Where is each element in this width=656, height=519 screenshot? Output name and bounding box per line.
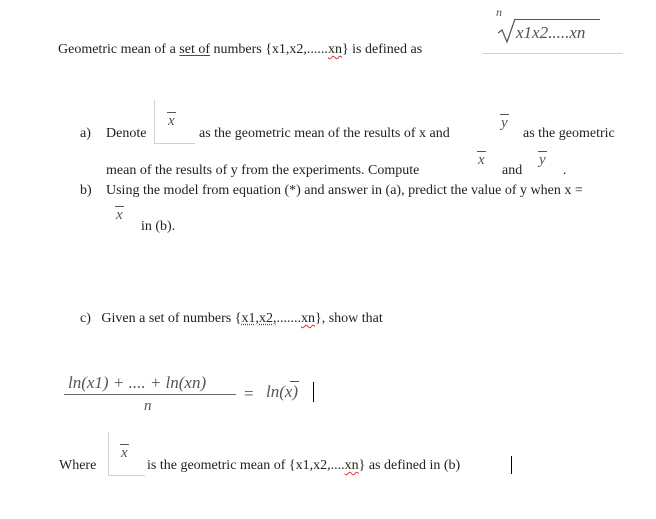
- xbar-b: x: [116, 207, 123, 223]
- intro-line: [58, 43, 422, 57]
- part-a-and: and: [502, 163, 523, 178]
- part-c-line: [80, 312, 383, 326]
- part-a-text1: as the geometric mean of the results of x and: [199, 126, 450, 141]
- text-cursor-end: [511, 456, 512, 474]
- intro-middle: numbers {x1,x2,......: [210, 42, 328, 57]
- equation-numerator: ln(x1) + .... + ln(xn): [68, 373, 207, 392]
- equation-equals: =: [244, 384, 254, 403]
- radical-sign-icon: [497, 18, 517, 44]
- part-a-text2: as the geometric: [523, 126, 615, 141]
- part-b-text: Using the model from equation (*) and answer in (a), predict the value of y when x =: [106, 183, 583, 198]
- part-a-denote: Denote: [106, 126, 147, 141]
- xbar-a: x: [168, 113, 175, 129]
- text-cursor: [313, 382, 314, 402]
- part-c-label: c): [80, 311, 91, 326]
- where-xn: xn: [344, 458, 359, 473]
- part-a-dot: .: [563, 163, 567, 178]
- equation-rhs-overline: [290, 381, 299, 382]
- intro-xn: xn: [327, 42, 342, 57]
- equation-rhs: ln(x): [266, 382, 299, 401]
- intro-prefix: Geometric mean of a: [58, 42, 180, 57]
- root-index: n: [496, 5, 502, 19]
- equation-fraction-bar: [64, 394, 236, 395]
- part-c-xn: xn: [300, 311, 315, 326]
- xbar-where: x: [121, 445, 128, 461]
- part-c-prefix: Given a set of numbers {: [101, 311, 242, 326]
- part-c-x1: x1: [241, 311, 256, 326]
- root-radicand: x1x2.....xn: [516, 23, 586, 42]
- part-c-x2: ,x2,: [255, 311, 277, 326]
- ybar-a: y: [501, 115, 508, 131]
- intro-set-of: set of: [179, 42, 210, 57]
- equation-denominator: n: [144, 398, 152, 414]
- ybar-a2: y: [539, 152, 546, 168]
- intro-suffix: } is defined as: [341, 42, 423, 57]
- where-text: [147, 459, 460, 473]
- where-suffix: } as defined in (b): [358, 458, 461, 473]
- where-prefix: is the geometric mean of {x1,x2,....: [147, 458, 345, 473]
- xbar-a2: x: [478, 152, 485, 168]
- part-a-line2: mean of the results of y from the experiments. Compute: [106, 163, 420, 178]
- part-b-in-b: in (b).: [141, 219, 176, 234]
- radical-vinculum: [514, 19, 600, 20]
- part-c-suffix: }, show that: [314, 311, 383, 326]
- part-b-label: b): [80, 183, 92, 198]
- part-a-label: a): [80, 126, 91, 141]
- part-c-dots: .......: [276, 311, 301, 326]
- where-label: Where: [59, 458, 97, 473]
